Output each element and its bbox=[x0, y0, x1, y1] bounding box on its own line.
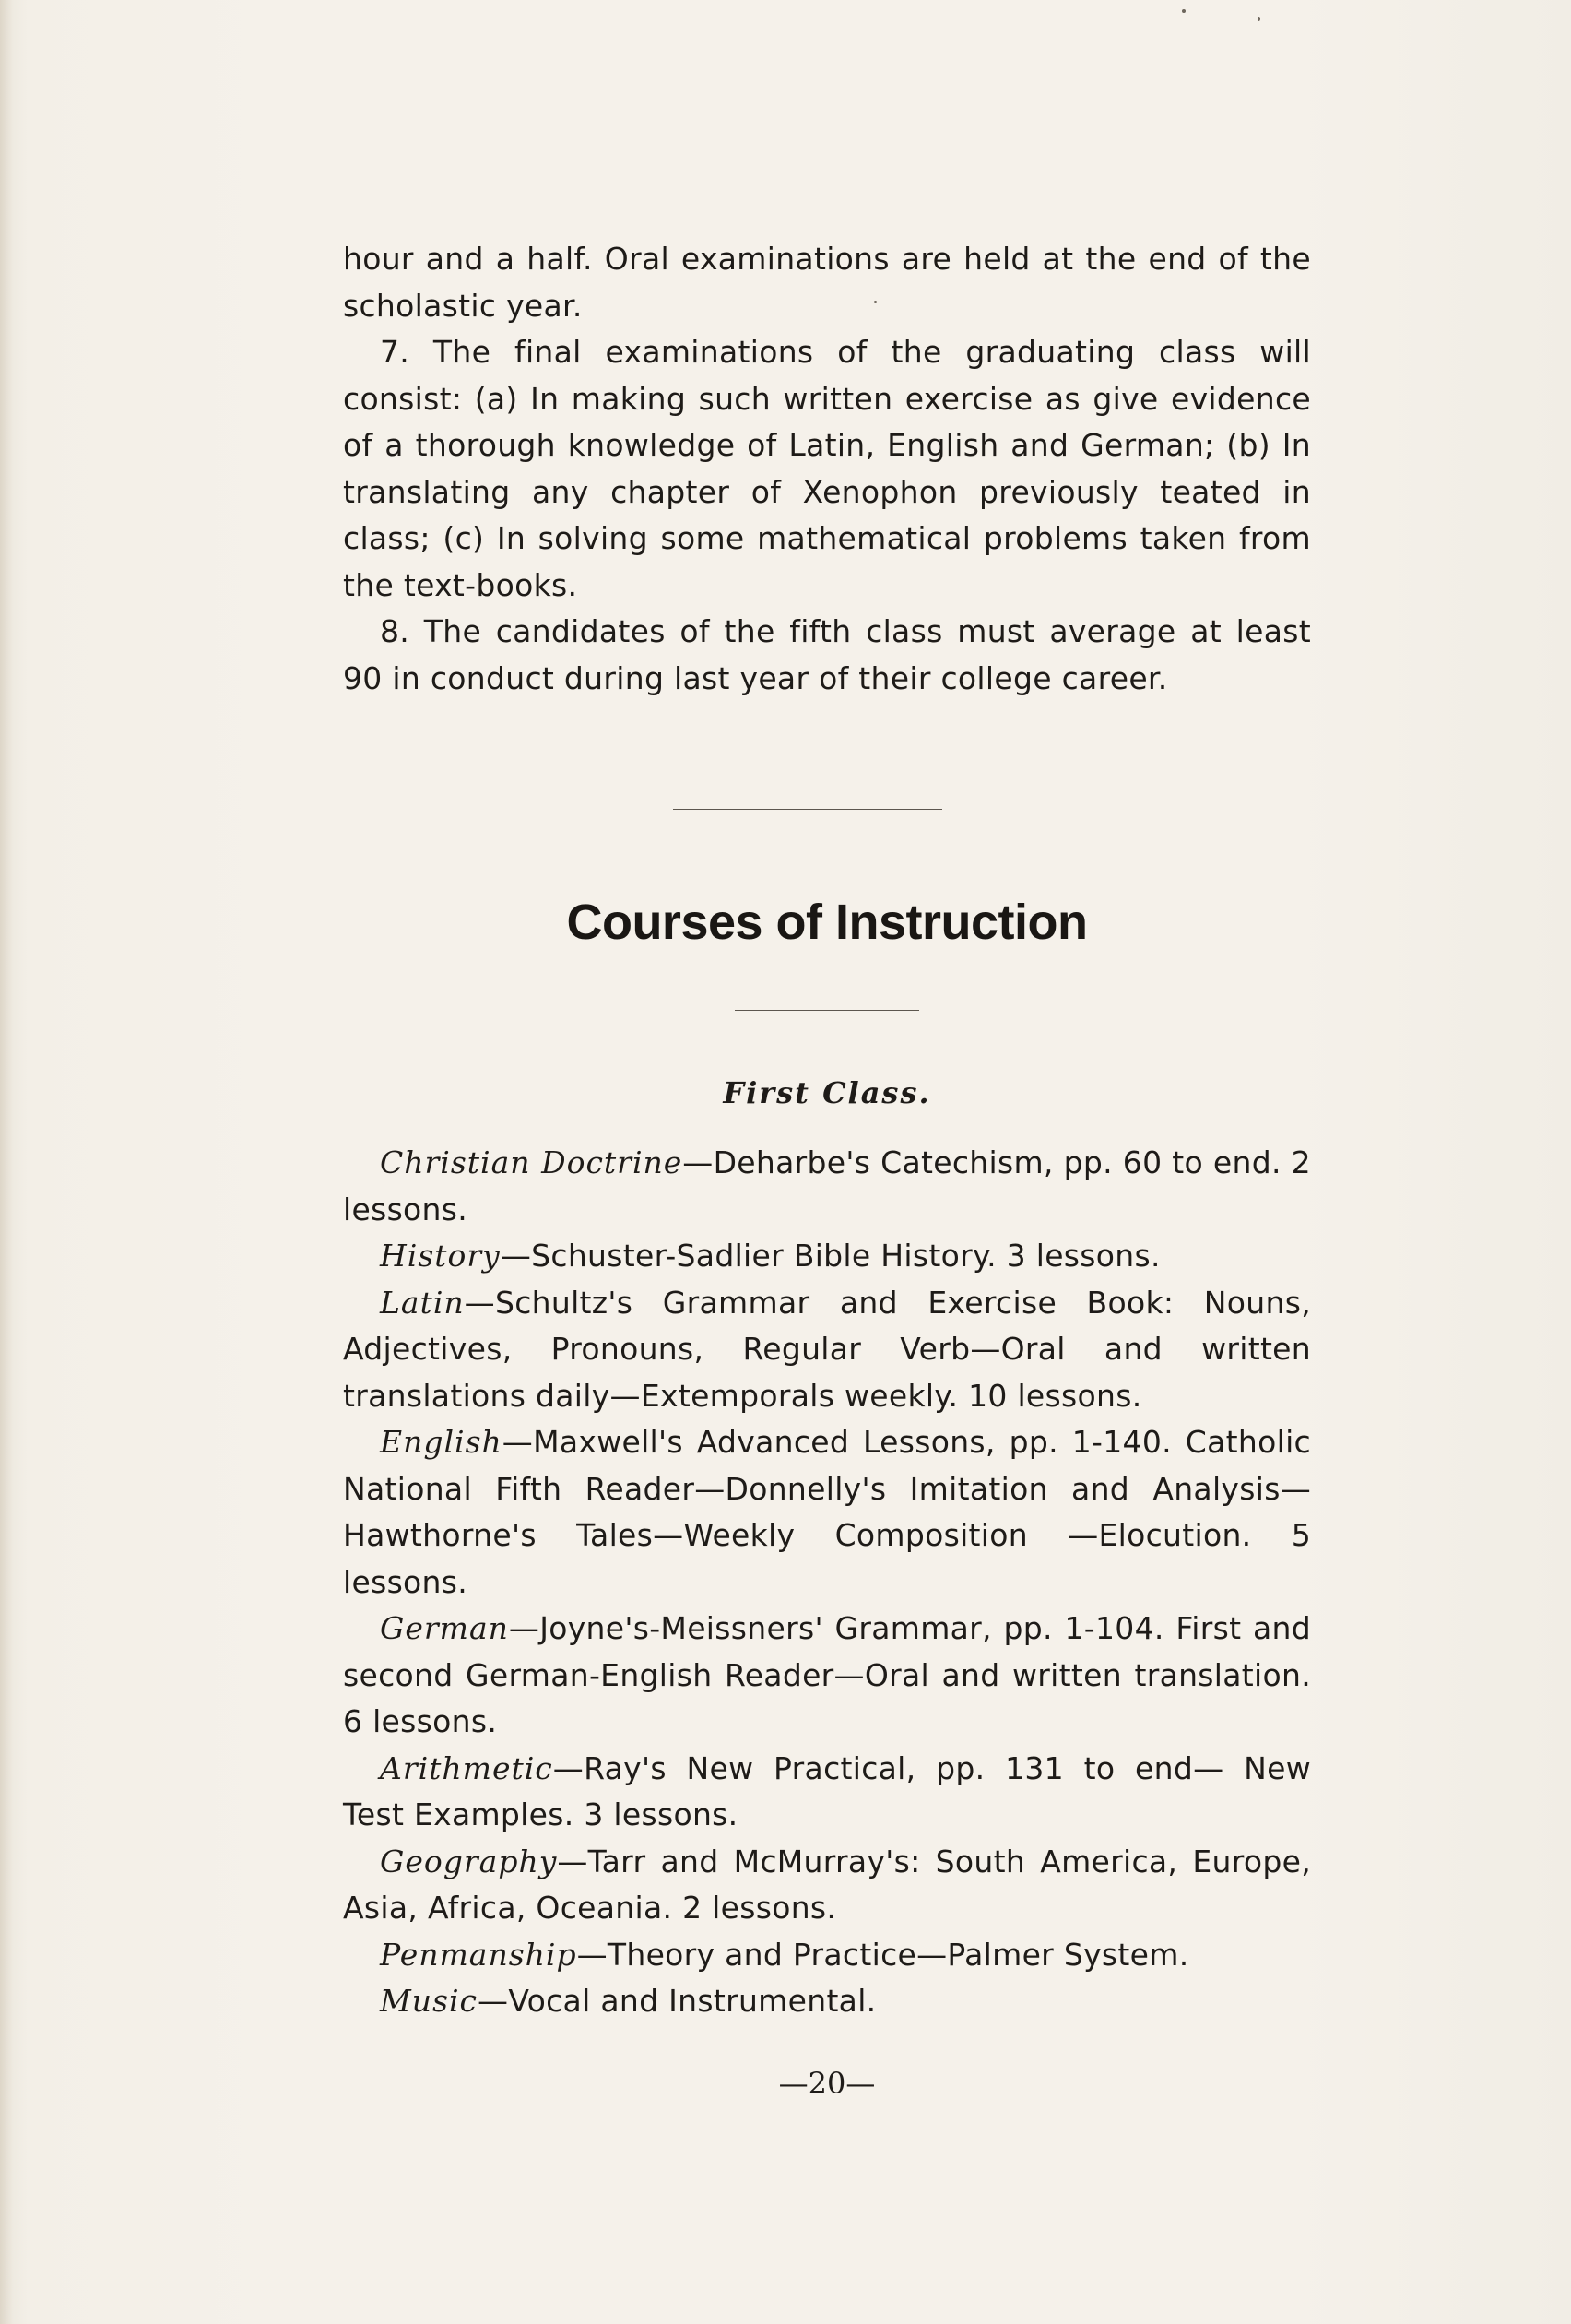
course-entry bbox=[343, 1280, 1311, 1420]
heading-underline-rule bbox=[735, 1010, 919, 1011]
course-subject: History bbox=[380, 1238, 501, 1274]
course-entry bbox=[343, 1233, 1311, 1280]
course-subject: Christian Doctrine bbox=[380, 1144, 683, 1180]
course-subject: Music bbox=[380, 1983, 478, 2019]
section-heading: Courses of Instruction bbox=[566, 895, 1088, 950]
course-subject: German bbox=[380, 1610, 509, 1646]
item-8-paragraph: 8. The candidates of the fifth class must average at least 90 in conduct during last year of their college career. bbox=[343, 613, 1311, 696]
course-entry bbox=[343, 1932, 1311, 1979]
divider-rule bbox=[673, 809, 942, 810]
course-subject: Penmanship bbox=[380, 1936, 577, 1973]
page-binding-edge bbox=[0, 0, 13, 2324]
course-entry bbox=[343, 1839, 1311, 1932]
course-description: —Theory and Practice—Palmer System. bbox=[576, 1936, 1189, 1973]
course-description: —Vocal and Instrumental. bbox=[478, 1983, 877, 2019]
course-entry bbox=[343, 1606, 1311, 1746]
course-description: —Maxwell's Advanced Lessons, pp. 1-140. Catholic National Fifth Reader—Donnelly's Imitation and Analysis—Hawthorne's Tales—Weekly Composition —Elocution. 5 lessons. bbox=[343, 1424, 1311, 1600]
class-heading: First Class. bbox=[723, 1075, 931, 1110]
course-subject: English bbox=[380, 1424, 502, 1460]
course-entry bbox=[343, 1140, 1311, 1233]
course-subject: Arithmetic bbox=[380, 1749, 553, 1786]
course-description: —Ray's New Practical, pp. 131 to end— New Test Examples. 3 lessons. bbox=[343, 1749, 1311, 1832]
continued-paragraph: hour and a half. Oral examinations are held at the end of the scholastic year. bbox=[343, 241, 1311, 324]
courses-list bbox=[343, 1140, 1311, 2025]
page-number: —20— bbox=[778, 2066, 876, 2101]
course-description: —Joyne's-Meissners' Grammar, pp. 1-104. First and second German-English Reader—Oral and written translation. 6 lessons. bbox=[343, 1610, 1311, 1739]
course-description: —Schuster-Sadlier Bible History. 3 lessons. bbox=[500, 1238, 1161, 1274]
paper-speck bbox=[1258, 17, 1260, 21]
top-text-block bbox=[343, 236, 1311, 702]
course-subject: Geography bbox=[380, 1843, 558, 1879]
paper-speck bbox=[1182, 9, 1186, 13]
course-entry bbox=[343, 1978, 1311, 2025]
course-description: —Schultz's Grammar and Exercise Book: Nouns, Adjectives, Pronouns, Regular Verb—Oral and written translations daily—Extemporals weekly. 10 lessons. bbox=[343, 1284, 1311, 1414]
course-description: —Deharbe's Catechism, pp. 60 to end. 2 lessons. bbox=[343, 1144, 1311, 1227]
course-entry bbox=[343, 1746, 1311, 1839]
course-entry bbox=[343, 1419, 1311, 1606]
course-subject: Latin bbox=[380, 1284, 465, 1321]
item-7-paragraph: 7. The final examinations of the graduating class will consist: (a) In making such written exercise as give evidence of a thorough knowledge of Latin, English and German; (b) In translating any chapter of Xenophon previously teated in class; (c) In solving some mathematical problems taken from the text-books. bbox=[343, 334, 1311, 603]
course-description: —Tarr and McMurray's: South America, Europe, Asia, Africa, Oceania. 2 lessons. bbox=[343, 1843, 1311, 1926]
